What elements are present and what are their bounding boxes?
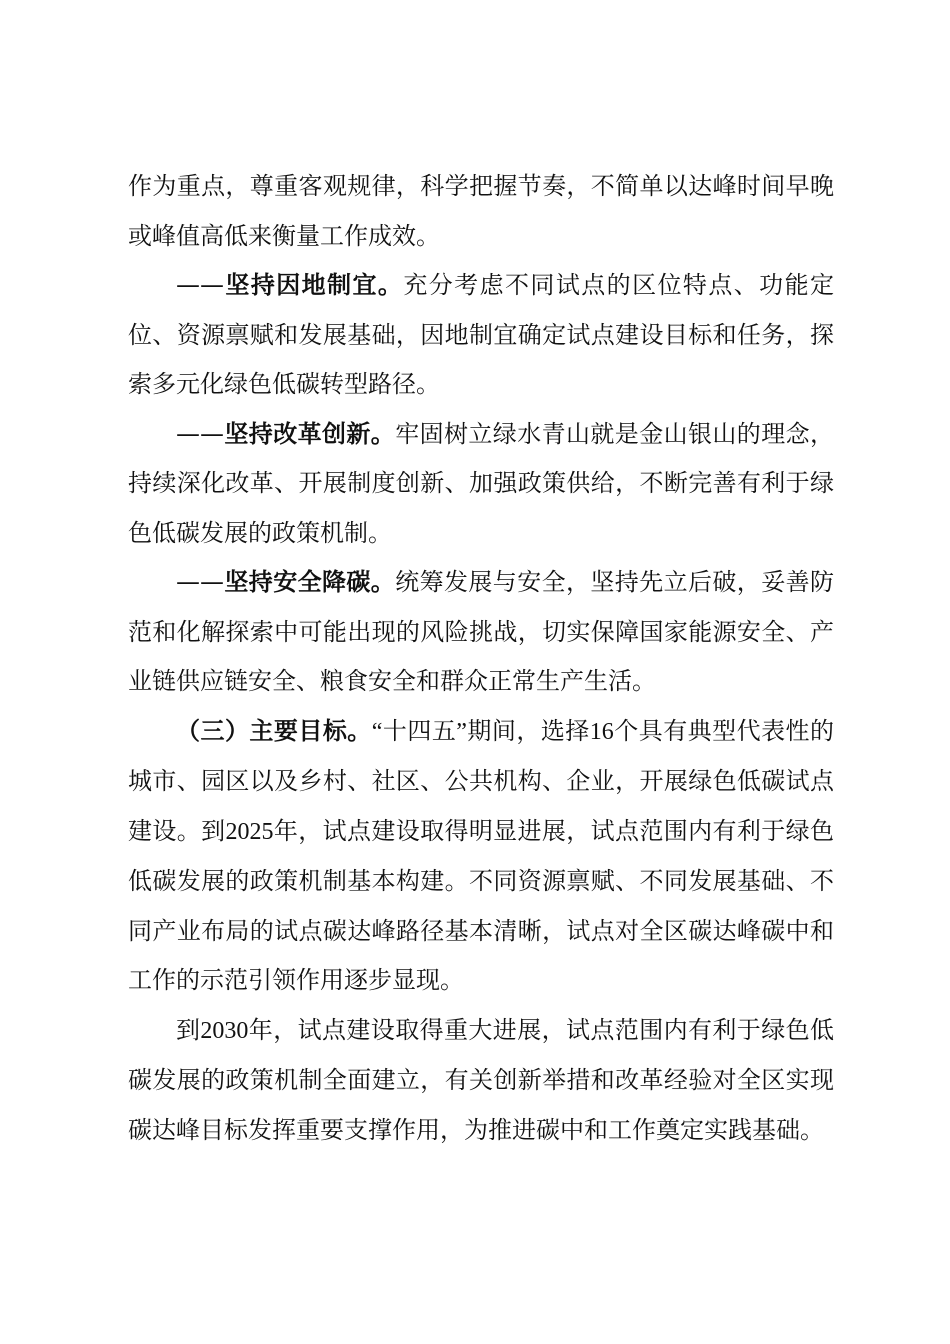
target-year-2025: 2025	[225, 818, 274, 845]
document-body	[128, 162, 834, 1155]
plan-period-quote: “十四五”	[371, 718, 467, 745]
goals-2030	[128, 1006, 834, 1156]
pilot-count: 16	[589, 718, 614, 745]
principle-heading: 坚持改革创新。	[224, 419, 396, 448]
principle-safe-carbon-reduction	[128, 558, 834, 707]
goals-text: 到	[176, 1015, 201, 1044]
section-heading: （三）主要目标。	[176, 716, 372, 745]
em-dash: ——	[176, 419, 224, 448]
principle-text: 统筹发展与安全，坚持先立后破，妥善防范和化解探索中可能出现的风险挑战，切实保障国家能源安全、产业链供应链安全、粮食安全和群众正常生产生活。	[128, 568, 835, 695]
section-main-goals	[128, 707, 834, 1006]
principle-heading: 坚持安全降碳。	[224, 568, 396, 596]
paragraph-text: 作为重点，尊重客观规律，科学把握节奏，不简单以达峰时间早晚或峰值高低来衡量工作成效。	[128, 172, 834, 250]
em-dash: ——	[176, 568, 224, 596]
principle-text: 充分考虑不同试点的区位特点、功能定位、资源禀赋和发展基础，因地制宜确定试点建设目标和任务，探索多元化绿色低碳转型路径。	[128, 271, 835, 398]
principle-reform-innovation	[128, 410, 834, 559]
principle-text: 牢固树立绿水青山就是金山银山的理念，持续深化改革、开展制度创新、加强政策供给，不断完善有利于绿色低碳发展的政策机制。	[128, 419, 835, 547]
em-dash: ——	[176, 271, 224, 299]
goals-text: 年，试点建设取得重大进展，试点范围内有利于绿色低碳发展的政策机制全面建立，有关创新举措和改革经验对全区实现碳达峰目标发挥重要支撑作用，为推进碳中和工作奠定实践基础。	[128, 1015, 835, 1144]
paragraph-continuation	[128, 162, 834, 261]
goals-text: 年，试点建设取得明显进展，试点范围内有利于绿色低碳发展的政策机制基本构建。不同资源禀赋、不同发展基础、不同产业布局的试点碳达峰路径基本清晰，试点对全区碳达峰碳中和工作的示范引领作用逐步显现。	[128, 816, 835, 994]
goals-text: 期间，选择	[466, 716, 590, 745]
principle-local-conditions	[128, 261, 834, 410]
target-year-2030: 2030	[200, 1017, 249, 1044]
principle-heading: 坚持因地制宜。	[224, 271, 404, 299]
goals-text: 个具有典型代表性的城市、园区以及乡村、社区、公共机构、企业，开展绿色低碳试点建设。到	[128, 716, 835, 845]
